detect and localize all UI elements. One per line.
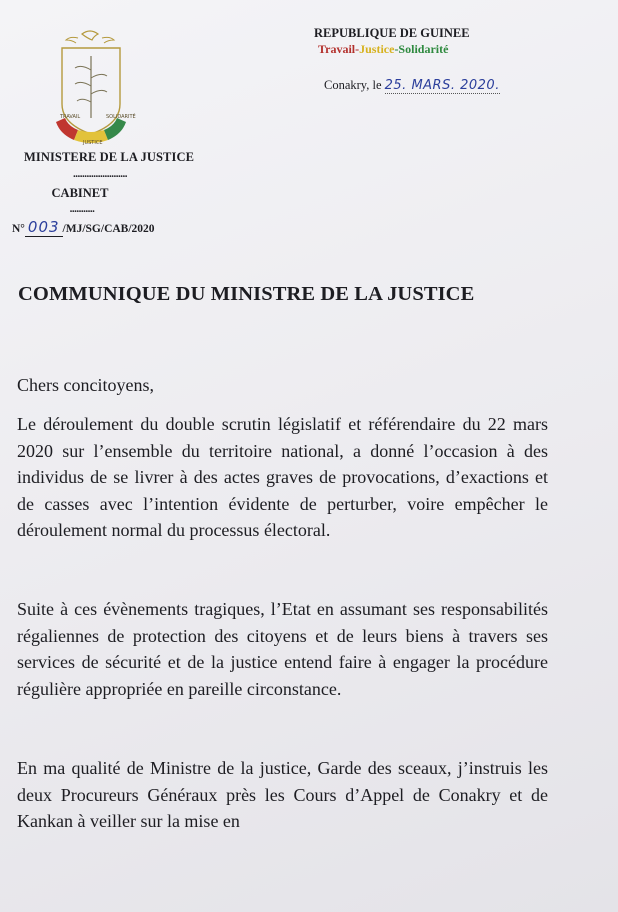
paragraph-3: En ma qualité de Ministre de la justice, Garde des sceaux, j’instruis les deux Procureurs Généraux près les Cours d’Appel de Conakry et de Kankan à veiller sur la mise en — [17, 758, 548, 831]
motto-solidarite: -Solidarité — [394, 42, 449, 56]
date-handwritten: 25. MARS. 2020. — [384, 78, 500, 93]
cabinet-label: CABINET — [51, 186, 109, 200]
ministry-name: MINISTERE DE LA JUSTICE — [23, 150, 195, 164]
republic-name: REPUBLIQUE DE GUINEE — [314, 26, 470, 40]
cabinet-separator: ........... — [69, 203, 95, 215]
motto-travail: Travail- — [318, 42, 360, 56]
paragraph-2: Suite à ces évènements tragiques, l’Etat en assumant ses responsabilités régaliennes de protection des citoyens et de leurs biens à travers ses services de sécurité et de la justice entend faire à engager la procédure régulière appropriée en pareille circonstance. — [17, 599, 548, 699]
reference-number — [12, 218, 155, 236]
ministry-separator: ........................ — [73, 168, 127, 180]
reference-suffix: /MJ/SG/CAB/2020 — [62, 223, 155, 235]
coat-of-arms-emblem — [38, 26, 144, 150]
national-motto — [318, 42, 448, 57]
emblem-label-center: JUSTICE — [83, 140, 103, 146]
reference-handwritten-number: 003 — [25, 218, 63, 237]
paragraph-1: Le déroulement du double scrutin législatif et référendaire du 22 mars 2020 sur l’ensemble du territoire national, a donné l’occasion à des individus de se livrer à des actes graves de provocations, d’exactions et de casses avec l’intention évidente de perturber, voire empêcher le déroulement normal du processus électoral. — [17, 414, 548, 540]
emblem-label-right: SOLIDARITÉ — [106, 114, 136, 120]
greeting: Chers concitoyens, — [17, 375, 154, 395]
reference-prefix: N° — [12, 223, 25, 235]
dateline — [324, 78, 500, 93]
date-prefix: Conakry, le — [324, 78, 382, 92]
communique-title: COMMUNIQUE DU MINISTRE DE LA JUSTICE — [18, 283, 475, 305]
emblem-label-left: TRAVAIL — [60, 114, 81, 120]
motto-justice: Justice — [359, 42, 395, 56]
